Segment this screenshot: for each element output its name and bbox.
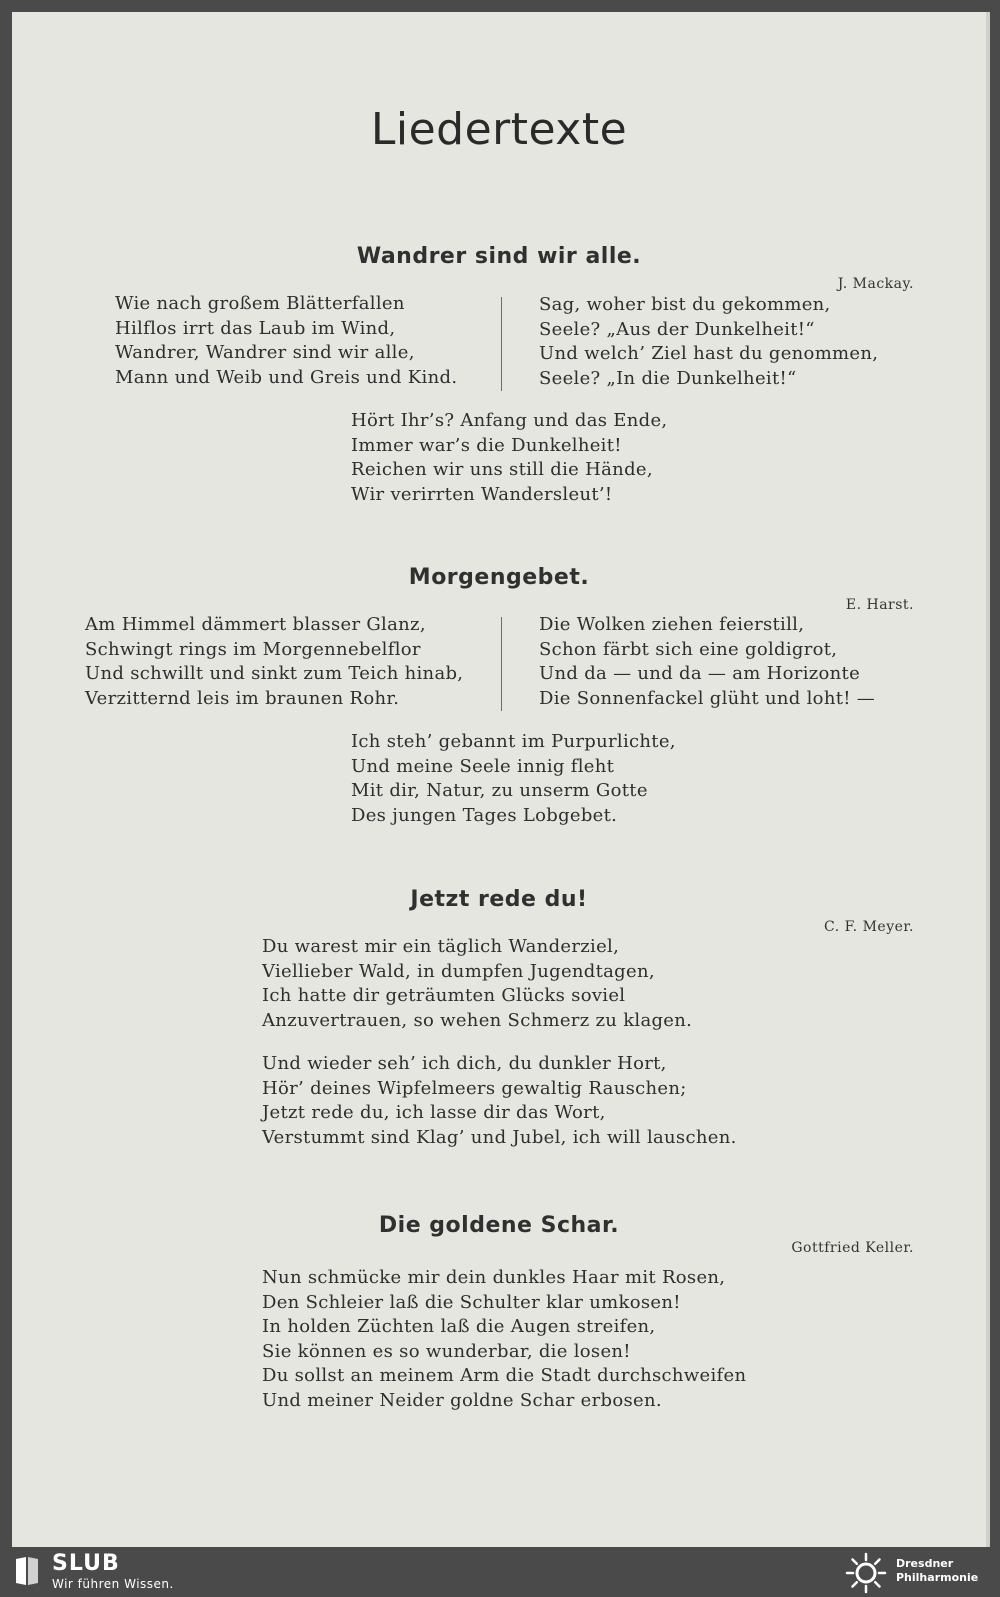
verse-line: Wie nach großem Blätterfallen — [115, 293, 405, 314]
column-divider — [501, 297, 502, 391]
verse-line: Hilflos irrt das Laub im Wind, — [115, 317, 396, 339]
column-divider — [501, 617, 502, 711]
slub-book-icon — [14, 1555, 40, 1587]
verse-line: Und welch’ Ziel hast du genommen, — [539, 343, 879, 364]
verse-line: Und meiner Neider goldne Schar erbosen. — [262, 1389, 662, 1411]
verse-line: Den Schleier laß die Schulter klar umkosen! — [262, 1291, 681, 1313]
verse-line: Schon färbt sich eine goldigrot, — [539, 638, 838, 660]
page-title: Liedertexte — [370, 104, 628, 155]
song-heading-goldene-schar: Die goldene Schar. — [378, 1213, 620, 1238]
philharmonie-sun-icon — [844, 1551, 888, 1595]
verse-line: Wandrer, Wandrer sind wir alle, — [115, 342, 415, 363]
song-author-mackay: J. Mackay. — [837, 276, 914, 292]
verse-line: Ich hatte dir geträumten Glücks soviel — [262, 985, 626, 1006]
song-author-harst: E. Harst. — [845, 597, 914, 613]
verse-line: Und meine Seele innig fleht — [351, 755, 615, 777]
verse-line: Verstummt sind Klag’ und Jubel, ich will lauschen. — [262, 1126, 737, 1148]
verse-line: Ich steh’ gebannt im Purpurlichte, — [351, 731, 676, 752]
stanza-wandrer-center — [351, 409, 667, 507]
verse-line: Anzuvertrauen, so wehen Schmerz zu klagen. — [262, 1009, 693, 1031]
verse-line: Immer war’s die Dunkelheit! — [351, 434, 622, 456]
verse-line: Die Sonnenfackel glüht und loht! — — [539, 687, 876, 709]
song-author-meyer: C. F. Meyer. — [824, 919, 914, 935]
stanza-morgengebet-right — [539, 613, 875, 711]
verse-line: Mann und Weib und Greis und Kind. — [115, 366, 458, 388]
philharmonie-line2: Philharmonie — [896, 1571, 979, 1584]
verse-line: Du sollst an meinem Arm die Stadt durchschweifen — [262, 1365, 747, 1386]
verse-line: Des jungen Tages Lobgebet. — [351, 804, 618, 826]
footer-bar — [0, 1547, 1000, 1597]
verse-line: Viellieber Wald, in dumpfen Jugendtagen, — [262, 960, 655, 982]
verse-line: Hört Ihr’s? Anfang und das Ende, — [351, 410, 668, 431]
stanza-goldene-schar — [262, 1266, 746, 1413]
song-author-keller: Gottfried Keller. — [791, 1240, 914, 1256]
verse-line: Seele? „In die Dunkelheit!“ — [539, 367, 797, 389]
stanza-wandrer-left — [115, 292, 457, 390]
verse-line: Schwingt rings im Morgennebelflor — [85, 638, 421, 660]
verse-line: Reichen wir uns still die Hände, — [351, 459, 653, 480]
song-heading-morgengebet: Morgengebet. — [408, 565, 590, 590]
verse-line: Verzitternd leis im braunen Rohr. — [85, 687, 400, 709]
verse-line: Seele? „Aus der Dunkelheit!“ — [539, 318, 815, 340]
stanza-jetzt-rede-du-1 — [262, 935, 692, 1033]
verse-line: Am Himmel dämmert blasser Glanz, — [85, 614, 426, 635]
philharmonie-line1: Dresdner — [896, 1557, 954, 1570]
program-page — [12, 12, 990, 1547]
verse-line: Sie können es so wunderbar, die losen! — [262, 1340, 631, 1362]
stanza-jetzt-rede-du-2 — [262, 1052, 737, 1150]
verse-line: Wir verirrten Wandersleut’! — [351, 483, 613, 505]
verse-line: Sag, woher bist du gekommen, — [539, 294, 831, 315]
song-heading-wandrer: Wandrer sind wir alle. — [356, 244, 642, 269]
song-heading-jetzt-rede-du: Jetzt rede du! — [410, 887, 588, 912]
verse-line: Hör’ deines Wipfelmeers gewaltig Rauschen; — [262, 1077, 687, 1099]
verse-line: Und wieder seh’ ich dich, du dunkler Hort, — [262, 1053, 667, 1074]
stanza-wandrer-right — [539, 293, 878, 391]
verse-line: Jetzt rede du, ich lasse dir das Wort, — [262, 1102, 606, 1123]
verse-line: Und schwillt und sinkt zum Teich hinab, — [85, 663, 464, 684]
slub-tagline: Wir führen Wissen. — [52, 1577, 174, 1591]
philharmonie-logo-text — [896, 1557, 978, 1585]
verse-line: Die Wolken ziehen feierstill, — [539, 614, 805, 635]
slub-logo-text: SLUB — [52, 1551, 120, 1576]
verse-line: Du warest mir ein täglich Wanderziel, — [262, 936, 620, 957]
verse-line: Und da — und da — am Horizonte — [539, 663, 861, 684]
verse-line: In holden Züchten laß die Augen streifen, — [262, 1316, 656, 1337]
verse-line: Mit dir, Natur, zu unserm Gotte — [351, 780, 648, 801]
verse-line: Nun schmücke mir dein dunkles Haar mit Rosen, — [262, 1267, 726, 1288]
stanza-morgengebet-center — [351, 730, 676, 828]
stanza-morgengebet-left — [85, 613, 463, 711]
